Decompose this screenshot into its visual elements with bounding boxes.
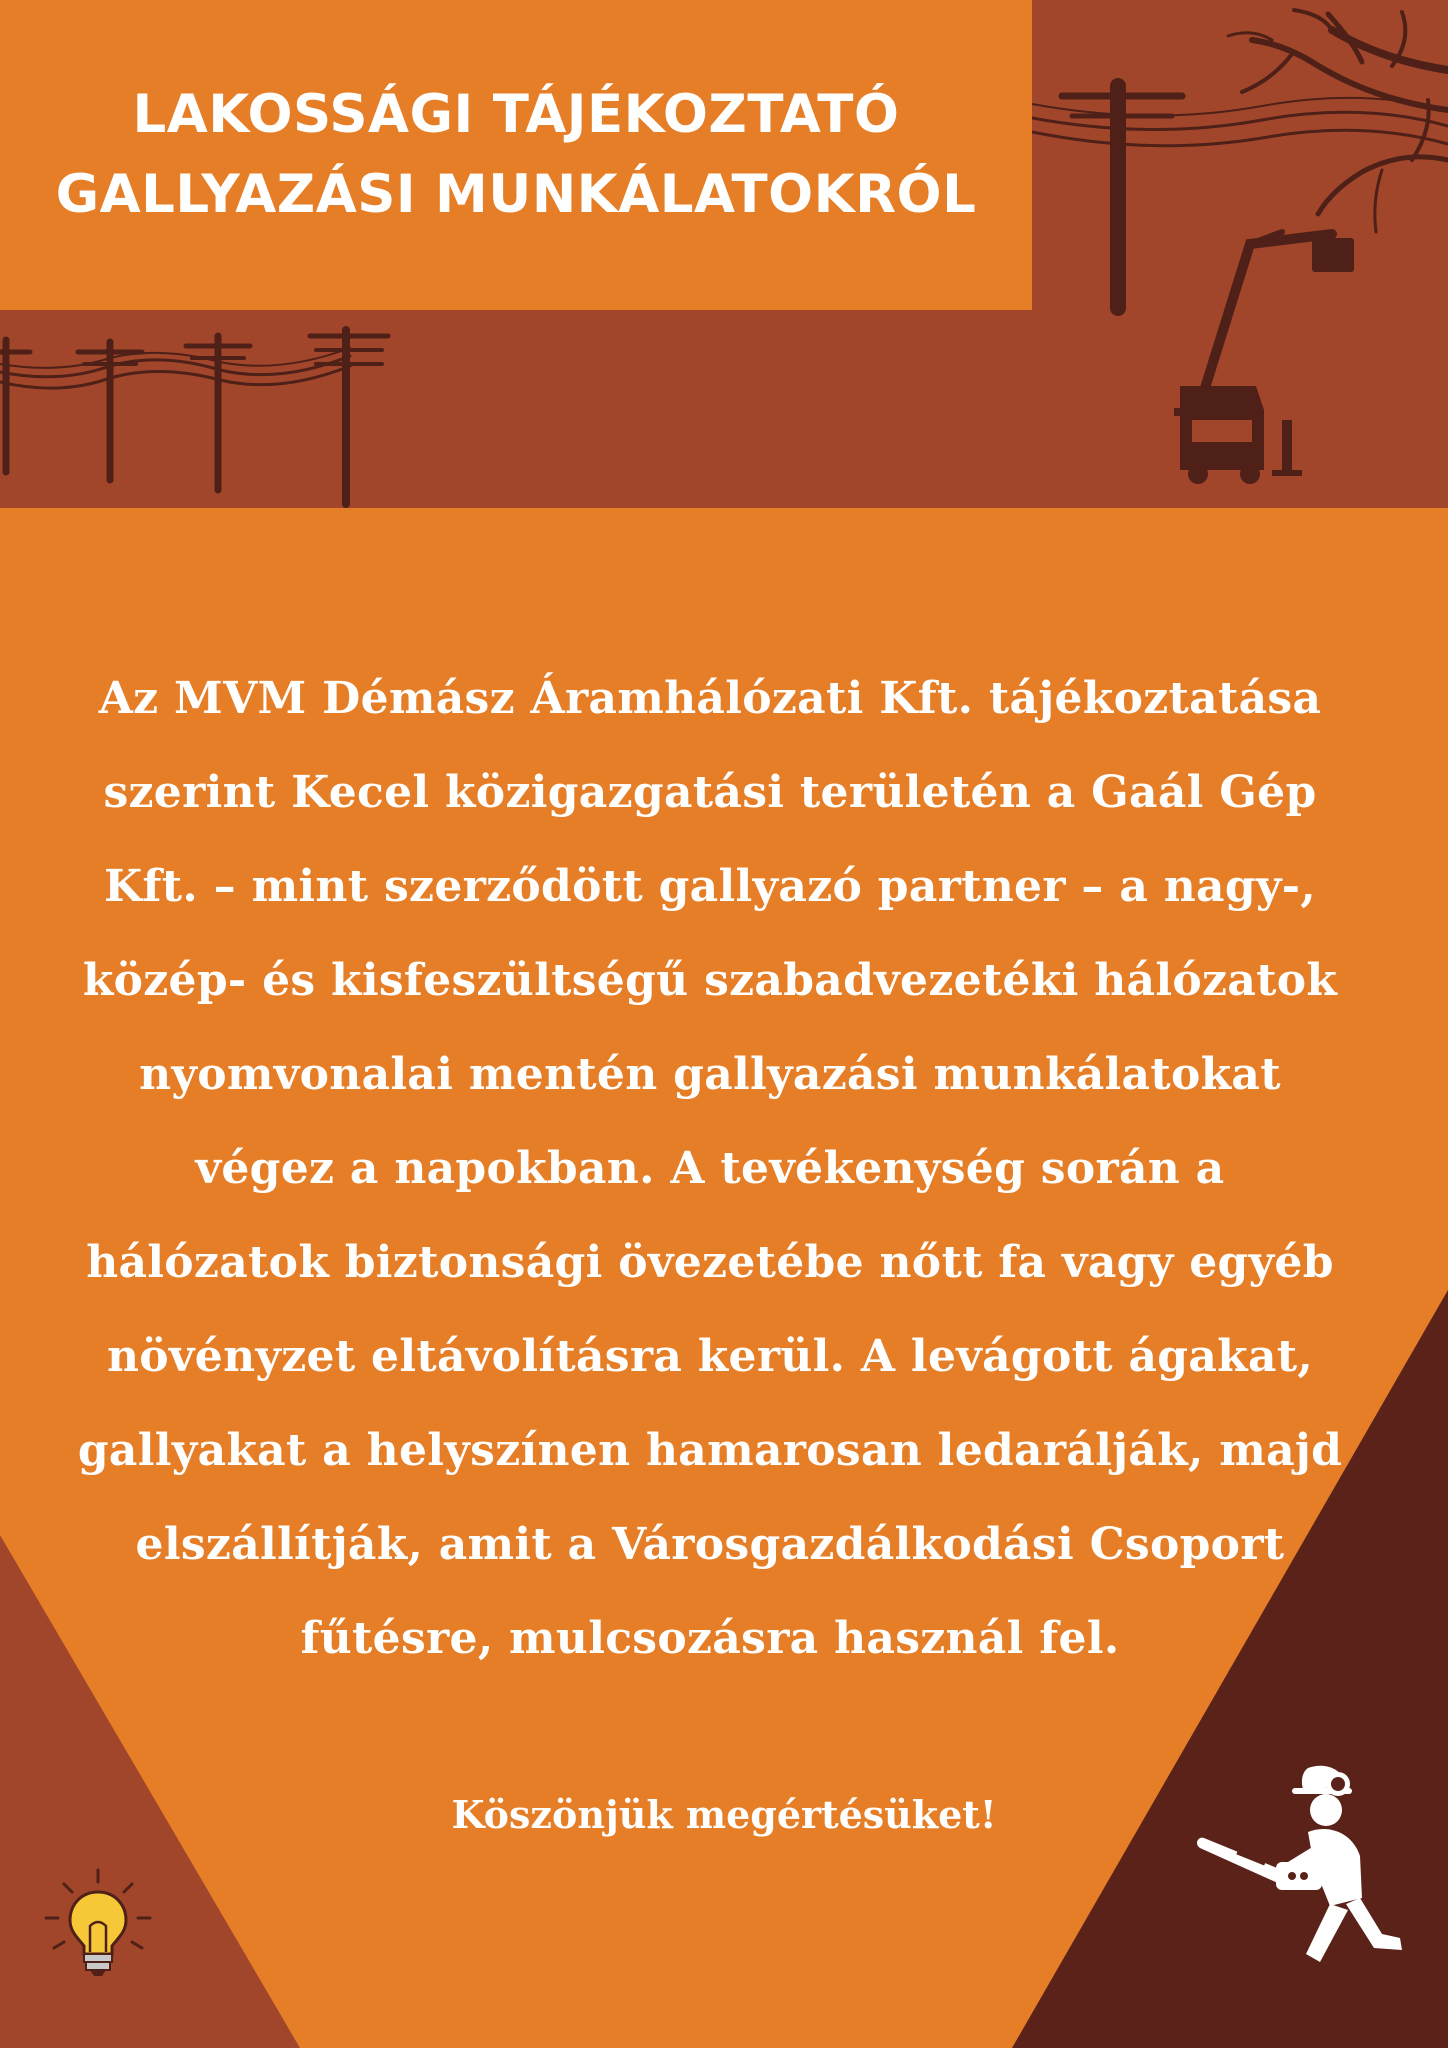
- body-line: közép- és kisfeszültségű szabadvezetéki hálózatok: [82, 955, 1338, 1006]
- bucket-truck-icon: [1032, 0, 1448, 508]
- body-line: nyomvonalai mentén gallyazási munkálatokat: [139, 1049, 1281, 1100]
- body-line: növényzet eltávolításra kerül. A levágott ágakat,: [106, 1331, 1314, 1382]
- body-line: Az MVM Démász Áramhálózati Kft. tájékoztatása: [98, 673, 1322, 724]
- body-line: szerint Kecel közigazgatási területén a Gaál Gép: [103, 767, 1317, 818]
- title-line-1: LAKOSSÁGI TÁJÉKOZTATÓ: [132, 84, 900, 145]
- body-line: fűtésre, mulcsozásra használ fel.: [300, 1613, 1120, 1664]
- title-line-2: GALLYAZÁSI MUNKÁLATOKRÓL: [55, 164, 977, 225]
- body-line: végez a napokban. A tevékenység során a: [195, 1143, 1225, 1194]
- body-line: Kft. – mint szerződött gallyazó partner – a nagy-,: [104, 861, 1316, 912]
- light-bulb-icon: [40, 1866, 156, 1982]
- body-line: elszállítják, amit a Városgazdálkodási Csoport: [135, 1519, 1285, 1570]
- body-line: hálózatok biztonsági övezetébe nőtt fa vagy egyéb: [86, 1237, 1334, 1288]
- closing-thanks: Köszönjük megértésüket!: [451, 1792, 997, 1837]
- utility-poles-icon: [0, 322, 400, 510]
- body-line: gallyakat a helyszínen hamarosan ledarálják, majd: [77, 1425, 1343, 1476]
- body-paragraph: [60, 652, 1360, 1686]
- chainsaw-worker-icon: [1196, 1758, 1416, 1978]
- title-block: [0, 0, 1032, 310]
